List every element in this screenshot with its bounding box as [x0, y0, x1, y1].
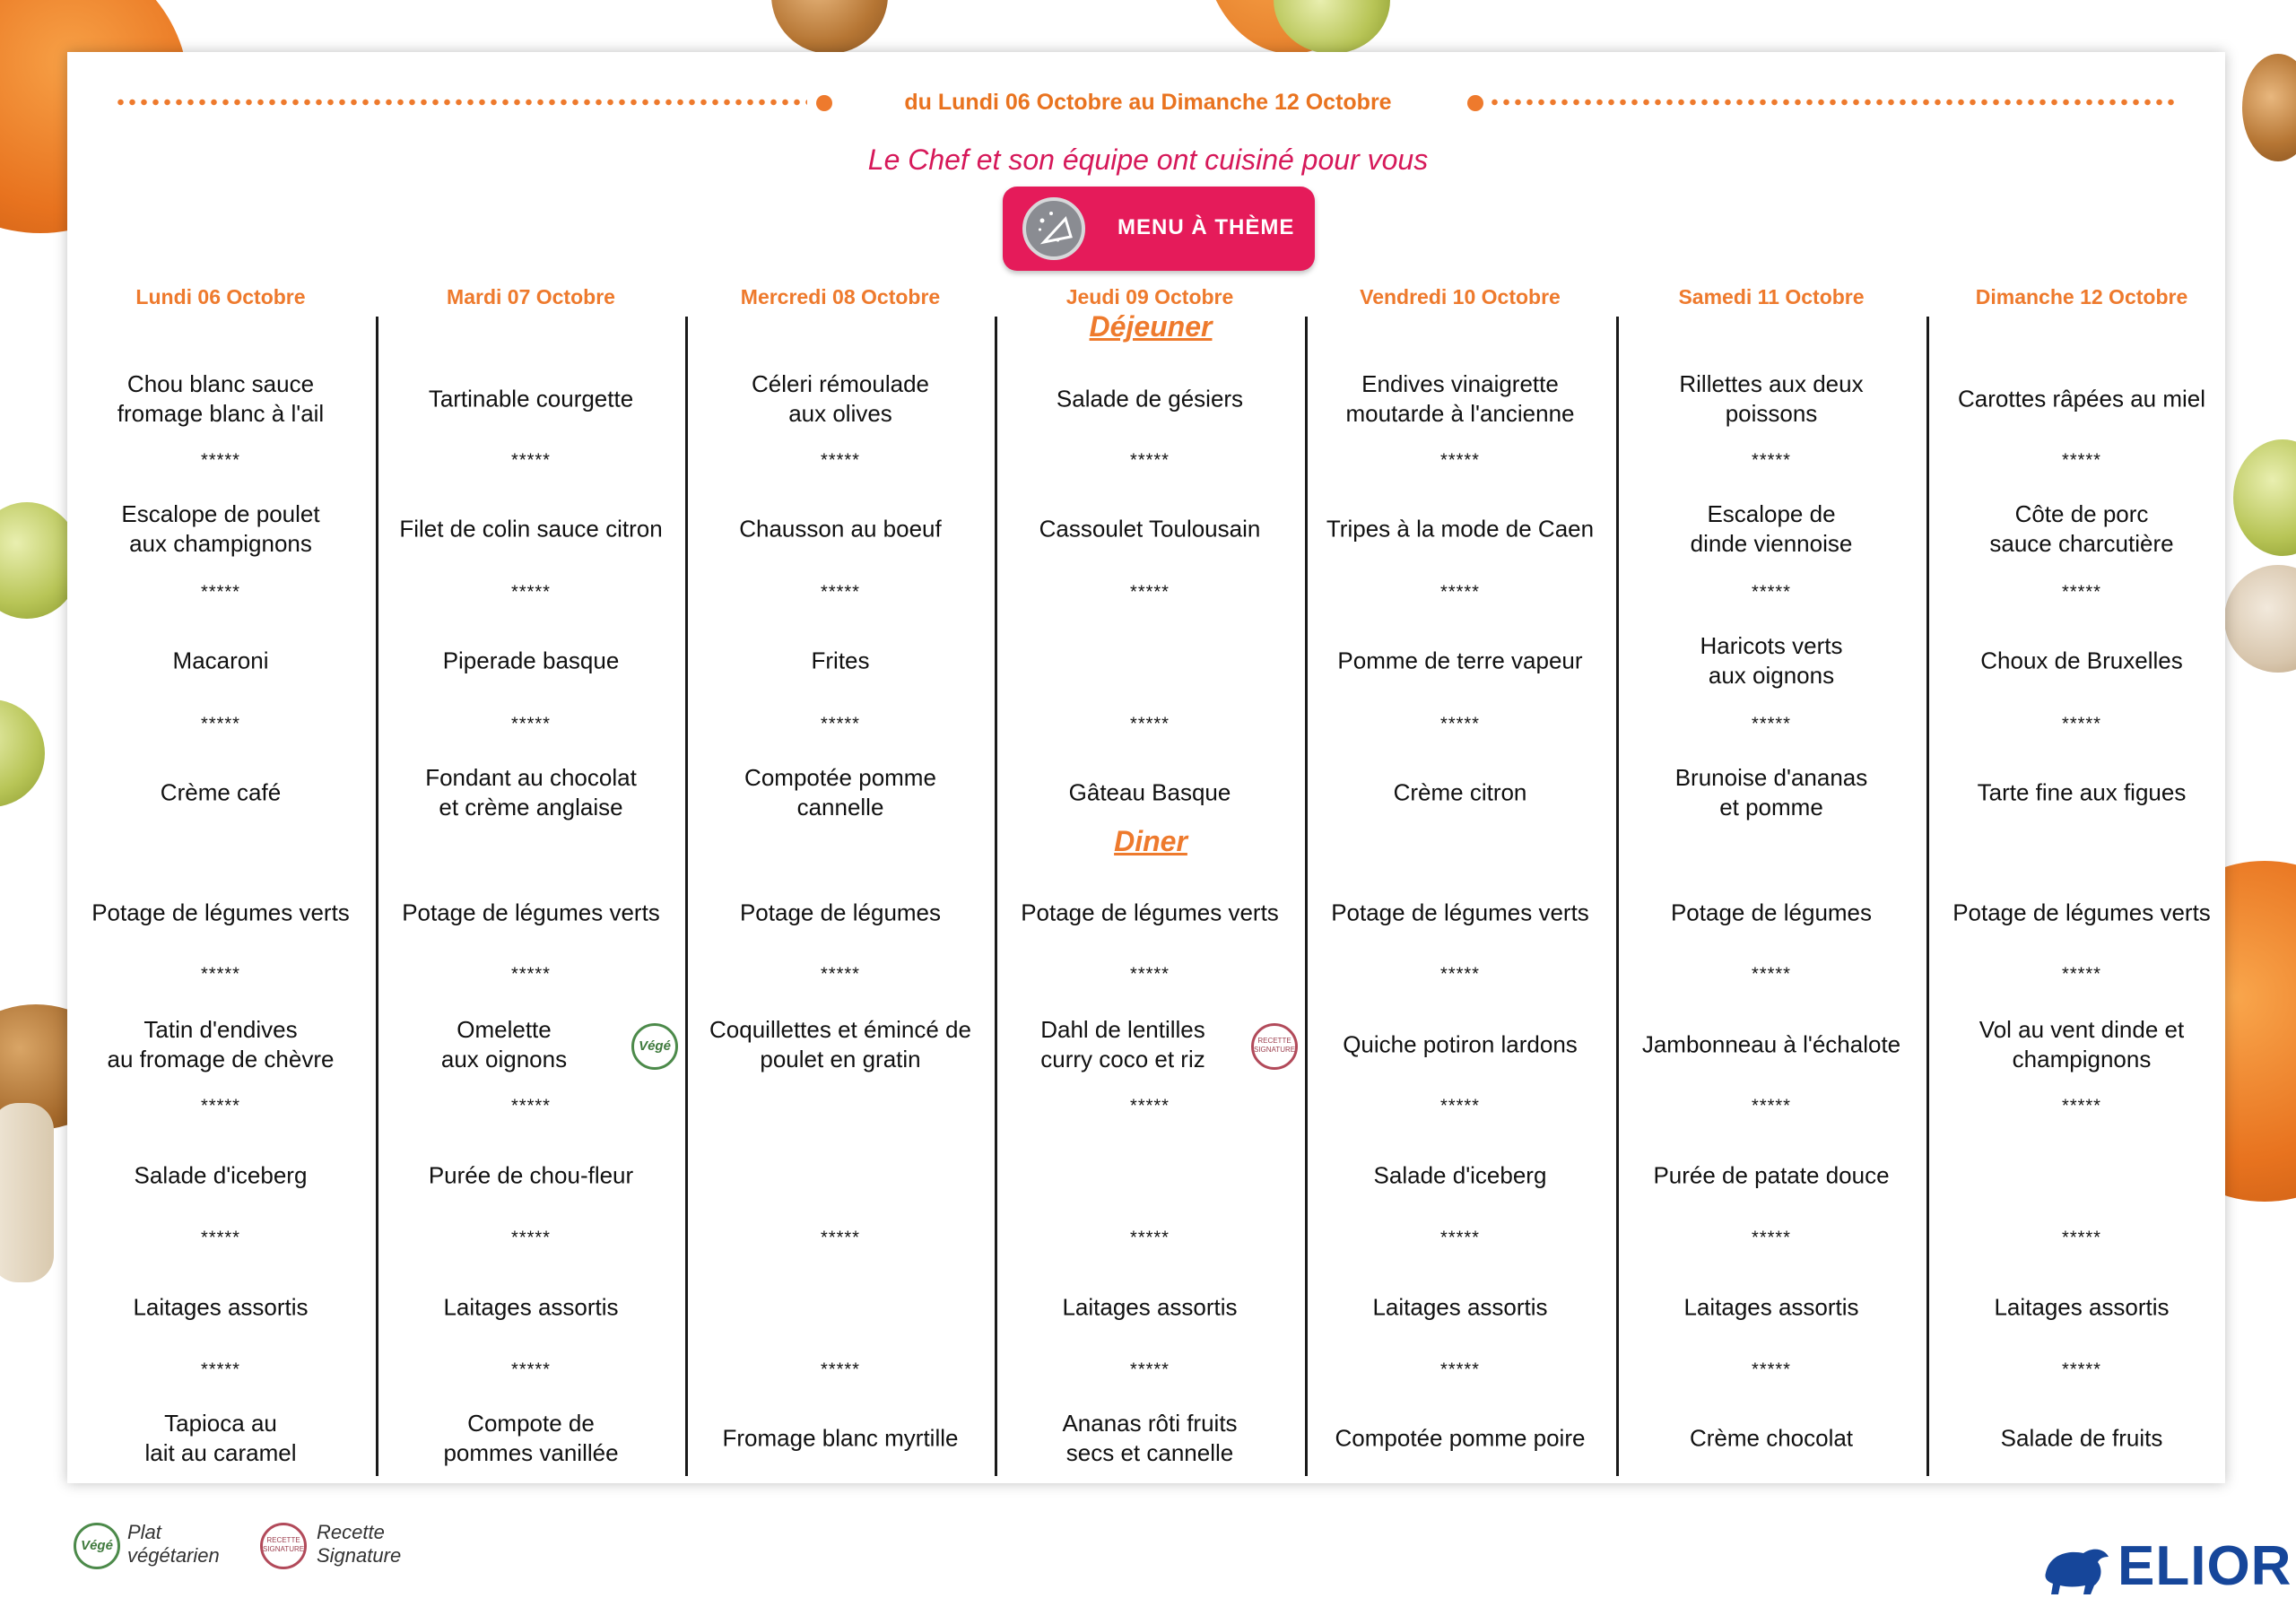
course-separator: *****: [201, 964, 240, 985]
dinner-dish: Coquillettes et émincé de poulet en gratin: [709, 1016, 971, 1073]
course-separator: *****: [1130, 964, 1170, 985]
lunch-dish: Filet de colin sauce citron: [399, 515, 663, 543]
course-separator: *****: [511, 582, 551, 603]
dinner-dish: Salade d'iceberg: [134, 1161, 308, 1189]
dinner-dish: Dahl de lentilles curry coco et riz: [1040, 1016, 1205, 1073]
course-separator: *****: [821, 450, 860, 471]
dinner-dish: Purée de chou-fleur: [428, 1161, 634, 1189]
course-separator: *****: [1752, 582, 1791, 603]
course-separator: *****: [2062, 964, 2101, 985]
dinner-dish: Salade d'iceberg: [1373, 1161, 1547, 1189]
signature-recipe-badge-icon: [1251, 1023, 1298, 1070]
lunch-dish: Crème citron: [1393, 778, 1527, 806]
dinner-dish: Jambonneau à l'échalote: [1641, 1030, 1901, 1058]
course-separator: *****: [821, 1228, 860, 1248]
lunch-dish: Chausson au boeuf: [739, 515, 942, 543]
course-separator: *****: [1130, 1228, 1170, 1248]
dinner-dish: Potage de légumes verts: [91, 899, 350, 926]
lunch-dish: Chou blanc sauce fromage blanc à l'ail: [117, 370, 325, 427]
day-column: [65, 0, 376, 1624]
legend-vegetarian-icon: Végé: [74, 1523, 120, 1569]
pear-decoration: [2233, 439, 2296, 556]
legend-vege-line1: Plat: [127, 1521, 161, 1543]
course-separator: *****: [2062, 1228, 2101, 1248]
legend-signature-text: [317, 1521, 401, 1568]
dinner-dish: Fromage blanc myrtille: [722, 1424, 959, 1452]
day-column: [1926, 0, 2237, 1624]
elior-logo: [2040, 1535, 2292, 1597]
lunch-dish: Tartinable courgette: [428, 385, 634, 413]
lunch-dish: Frites: [811, 647, 870, 674]
course-separator: *****: [2062, 714, 2101, 734]
dinner-dish: Ananas rôti fruits secs et cannelle: [1062, 1410, 1238, 1466]
lunch-dish: Côte de porc sauce charcutière: [1989, 500, 2174, 557]
course-separator: *****: [1440, 450, 1480, 471]
course-separator: *****: [201, 450, 240, 471]
course-separator: *****: [1752, 1228, 1791, 1248]
day-header: Samedi 11 Octobre: [1678, 285, 1865, 308]
dinner-dish: Potage de légumes verts: [402, 899, 660, 926]
lunch-dish: Céleri rémoulade aux olives: [752, 370, 929, 427]
lunch-dish: Endives vinaigrette moutarde à l'ancienne: [1345, 370, 1575, 427]
lunch-dish: Choux de Bruxelles: [1980, 647, 2183, 674]
course-separator: *****: [1752, 1096, 1791, 1116]
lunch-dish: Gâteau Basque: [1068, 778, 1231, 806]
course-separator: *****: [2062, 1359, 2101, 1380]
day-column: [685, 0, 996, 1624]
legend-vegetarian-text: [127, 1521, 220, 1568]
signature-badge-line1: RECETTE: [1257, 1037, 1292, 1045]
dinner-dish: Tapioca au lait au caramel: [144, 1410, 297, 1466]
course-separator: *****: [2062, 582, 2101, 603]
lunch-dish: Compotée pomme cannelle: [744, 764, 936, 821]
vegetarian-badge-icon: Végé: [631, 1023, 678, 1070]
dinner-dish: Potage de légumes verts: [1331, 899, 1589, 926]
day-column: [376, 0, 686, 1624]
legend-sig-badge-line2: SIGNATURE: [263, 1545, 305, 1553]
course-separator: *****: [1130, 714, 1170, 734]
dinner-dish: Laitages assortis: [1683, 1293, 1859, 1321]
course-separator: *****: [1440, 1359, 1480, 1380]
course-separator: *****: [511, 450, 551, 471]
day-column: [1305, 0, 1615, 1624]
legend-signature-icon: [260, 1523, 307, 1569]
course-separator: *****: [821, 1359, 860, 1380]
day-header: Vendredi 10 Octobre: [1360, 285, 1561, 308]
course-separator: *****: [1130, 1359, 1170, 1380]
course-separator: *****: [1752, 1359, 1791, 1380]
course-separator: *****: [1440, 714, 1480, 734]
day-header: Mercredi 08 Octobre: [740, 285, 941, 308]
dinner-dish: Tatin d'endives au fromage de chèvre: [107, 1016, 335, 1073]
dinner-dish: Compotée pomme poire: [1335, 1424, 1586, 1452]
day-header: Dimanche 12 Octobre: [1975, 285, 2188, 308]
lunch-dish: Carottes râpées au miel: [1957, 385, 2206, 413]
course-separator: *****: [1440, 1228, 1480, 1248]
lunch-dish: Rillettes aux deux poissons: [1679, 370, 1864, 427]
page-subtitle: Le Chef et son équipe ont cuisiné pour vous: [867, 143, 1429, 176]
day-column: [995, 0, 1305, 1624]
dinner-dish: Salade de fruits: [2000, 1424, 2163, 1452]
course-separator: *****: [201, 1359, 240, 1380]
legend-vege-line2: végétarien: [127, 1544, 220, 1567]
course-separator: *****: [511, 1359, 551, 1380]
course-separator: *****: [1130, 1096, 1170, 1116]
course-separator: *****: [201, 582, 240, 603]
course-separator: *****: [821, 964, 860, 985]
lunch-dish: Escalope de dinde viennoise: [1690, 500, 1853, 557]
lunch-dish: Crème café: [160, 778, 282, 806]
bull-icon: [2040, 1537, 2112, 1596]
course-separator: *****: [511, 1228, 551, 1248]
dinner-dish: Laitages assortis: [1372, 1293, 1548, 1321]
course-separator: *****: [1130, 450, 1170, 471]
lunch-dish: Brunoise d'ananas et pomme: [1674, 764, 1868, 821]
dinner-dish: Quiche potiron lardons: [1343, 1030, 1578, 1058]
course-separator: *****: [2062, 450, 2101, 471]
course-separator: *****: [1752, 450, 1791, 471]
dinner-dish: Laitages assortis: [443, 1293, 619, 1321]
pear-decoration: [0, 699, 45, 807]
dinner-dish: Potage de légumes verts: [1021, 899, 1279, 926]
dinner-dish: Potage de légumes verts: [1952, 899, 2211, 926]
legend-sig-line2: Signature: [317, 1544, 402, 1567]
lunch-dish: Tripes à la mode de Caen: [1326, 515, 1595, 543]
course-separator: *****: [1440, 964, 1480, 985]
lunch-dish: Salade de gésiers: [1056, 385, 1244, 413]
course-separator: *****: [201, 1096, 240, 1116]
lunch-dish: Haricots verts aux oignons: [1700, 632, 1843, 689]
lunch-dish: Cassoulet Toulousain: [1039, 515, 1261, 543]
lunch-dish: Fondant au chocolat et crème anglaise: [425, 764, 637, 821]
theme-menu-label: MENU À THÈME: [1118, 215, 1295, 239]
course-separator: *****: [1752, 714, 1791, 734]
course-separator: *****: [201, 714, 240, 734]
signature-badge-line2: SIGNATURE: [1254, 1046, 1296, 1054]
course-separator: *****: [821, 714, 860, 734]
legend-sig-line1: Recette: [317, 1521, 385, 1543]
dinner-dish: Laitages assortis: [133, 1293, 309, 1321]
day-header: Mardi 07 Octobre: [447, 285, 615, 308]
dinner-dish: Potage de légumes: [739, 899, 942, 926]
course-separator: *****: [201, 1228, 240, 1248]
course-separator: *****: [1440, 1096, 1480, 1116]
legend-sig-badge-line1: RECETTE: [266, 1536, 300, 1544]
course-separator: *****: [1752, 964, 1791, 985]
course-separator: *****: [821, 582, 860, 603]
day-header: Jeudi 09 Octobre: [1065, 285, 1234, 308]
course-separator: *****: [511, 1096, 551, 1116]
course-separator: *****: [2062, 1096, 2101, 1116]
course-separator: *****: [511, 964, 551, 985]
onion-decoration: [2242, 54, 2296, 161]
mushroom-decoration: [0, 1103, 54, 1282]
lunch-dish: Tarte fine aux figues: [1977, 778, 2187, 806]
dinner-dish: Omelette aux oignons: [440, 1016, 568, 1073]
lunch-dish: Piperade basque: [442, 647, 620, 674]
lunch-dish: Macaroni: [172, 647, 269, 674]
brand-name: ELIOR: [2118, 1535, 2292, 1597]
dinner-label: Diner: [1114, 825, 1187, 857]
course-separator: *****: [1440, 582, 1480, 603]
dinner-dish: Potage de légumes: [1670, 899, 1873, 926]
dinner-dish: Laitages assortis: [1994, 1293, 2170, 1321]
course-separator: *****: [511, 714, 551, 734]
lunch-dish: Escalope de poulet aux champignons: [121, 500, 320, 557]
dinner-dish: Vol au vent dinde et champignons: [1979, 1016, 2185, 1073]
course-separator: *****: [1130, 582, 1170, 603]
lunch-dish: Pomme de terre vapeur: [1337, 647, 1583, 674]
dinner-dish: Laitages assortis: [1062, 1293, 1238, 1321]
dinner-dish: Purée de patate douce: [1653, 1161, 1890, 1189]
week-range-title: du Lundi 06 Octobre au Dimanche 12 Octobre: [904, 90, 1392, 115]
day-column: [1616, 0, 1926, 1624]
day-header: Lundi 06 Octobre: [135, 285, 306, 308]
dinner-dish: Compote de pommes vanillée: [443, 1410, 619, 1466]
dinner-dish: Crème chocolat: [1689, 1424, 1854, 1452]
lunch-label: Déjeuner: [1089, 310, 1213, 343]
